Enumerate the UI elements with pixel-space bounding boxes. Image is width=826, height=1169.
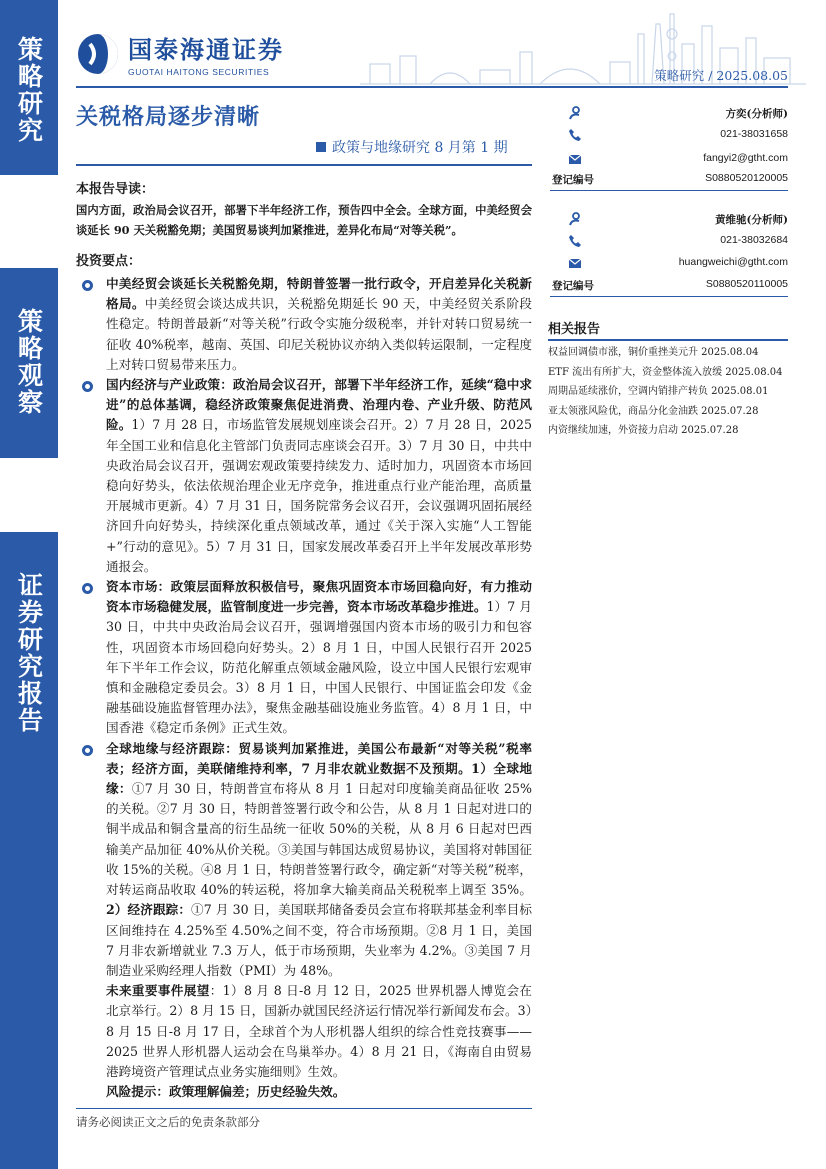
guide-text: 国内方面，政治局会议召开，部署下半年经济工作，预告四中全会。全球方面，中美经贸会谈延长 90 天关税豁免期；美国贸易谈判加紧推进，差异化布局“对等关税”。: [76, 203, 532, 237]
registration-label: 登记编号: [552, 174, 594, 186]
risk-text: 风险提示：政策理解偏差；历史经验失效。: [106, 1084, 346, 1100]
point-text: 中美经贸会谈达成共识，关税豁免期延长 90 天，中美经贸关系阶段性稳定。特朗普最新“对等关税”行政令实施分级税率，并针对转口贸易统一征收 40%税率，越南、英国、印尼关税协议亦纳入类似转运限制，一定程度上对转口贸易带来压力。: [106, 296, 532, 372]
header-meta: 策略研究 / 2025.08.05: [654, 68, 788, 83]
guide-heading: 本报告导读：: [76, 182, 155, 197]
footer-divider: [76, 1108, 532, 1109]
list-item: [76, 274, 532, 375]
upcoming-text: ：1）8 月 8 日-8 月 12 日，2025 世界机器人博览会在北京举行。2）8 月 15 日，国新办就国民经济运行情况举行新闻发布会。3）8 月 15 日-8 月 17 日，全球首个为人形机器人组织的综合性竞技赛事——2025 世界人形机器人运动会在鸟巢举办。4）8 月 21 日，《海南自由贸易港跨境资产管理试点业务实施细则》生效。: [106, 983, 533, 1079]
side-band-label: 证券研究报告: [14, 572, 44, 734]
analyst-name: 方奕(分析师): [725, 108, 788, 120]
report-category: 策略研究: [654, 68, 705, 83]
analyst-person-icon: [568, 212, 582, 226]
analyst-person-icon: [568, 106, 582, 120]
investment-points: [76, 274, 532, 1102]
title-divider: [76, 164, 532, 166]
point-bold-2: 2）经济跟踪：: [106, 902, 192, 918]
company-name-en: GUOTAI HAITONG SECURITIES: [128, 67, 270, 77]
analyst-email[interactable]: huangweichi@gtht.com: [678, 256, 788, 268]
report-subtitle-text: 政策与地缘研究 8 月第 1 期: [332, 140, 508, 156]
list-item: [76, 577, 532, 739]
report-subtitle: [316, 137, 508, 157]
email-icon: [568, 152, 582, 166]
square-bullet-icon: [316, 142, 326, 152]
disclaimer-note: 请务必阅读正文之后的免责条款部分: [76, 1115, 260, 1129]
analyst-phone: 021-38032684: [720, 234, 788, 246]
point-bold: 全球地缘与经济跟踪：贸易谈判加紧推进，美国公布最新“对等关税”税率表；经济方面，美联储维持利率，7 月非农就业数据不及预期。1）全球地缘：: [106, 740, 532, 797]
ring-bullet-icon: [82, 381, 93, 392]
related-reports-divider: [548, 339, 788, 341]
side-band-strategy-observation: [0, 268, 58, 458]
points-heading: 投资要点：: [76, 254, 142, 269]
registration-number: S0880520110005: [705, 278, 788, 290]
analyst-divider: [550, 190, 788, 191]
related-report-link[interactable]: 内资继续加速，外资接力启动 2025.07.28: [548, 425, 739, 436]
ring-bullet-icon: [82, 583, 93, 594]
side-band-label: 策略观察: [14, 308, 44, 416]
related-report-link[interactable]: ETF 流出有所扩大，资金整体流入放缓 2025.08.04: [548, 366, 783, 378]
ring-bullet-icon: [82, 280, 93, 291]
registration-number: S0880520120005: [705, 172, 788, 184]
report-title: 关税格局逐步清晰: [76, 105, 261, 130]
header-divider: [76, 86, 788, 88]
point-text: ①7 月 30 日，特朗普宣布将从 8 月 1 日起对印度输美商品征收 25%的关税。②7 月 30 日，特朗普签署行政令和公告，从 8 月 1 日起对进口的铜半成品和铜含量高的衍生品统一征收 50%的关税，从 8 月 6 日起对巴西输美产品加征 40%从价关税。③美国与韩国达成贸易协议，美国将对韩国征收 15%的关税。④8 月 1 日，特朗普签署行政令，确定新“对等关税”税率，对转运商品收取 40%的转运税，将加拿大输美商品关税税率上调至 35%。: [106, 781, 532, 898]
list-item: [76, 739, 532, 981]
analyst-divider: [550, 296, 788, 297]
point-bold: 国内经济与产业政策：政治局会议召开，部署下半年经济工作，延续“稳中求进”的总体基调，稳经济政策聚焦促进消费、治理内卷、产业升级、防范风险。: [106, 377, 532, 433]
point-text-2: ①7 月 30 日，美国联邦储备委员会宣布将联邦基金利率目标区间维持在 4.25%至 4.50%之间不变，符合市场预期。②8 月 1 日，美国 7 月非农新增就业 7.3 万人，低于市场预期，失业率为 4.2%。③美国 7 月制造业采购经理人指数（PMI）为 48%。: [106, 902, 532, 978]
related-report-link[interactable]: 周期品延续涨价，空调内销排产转负 2025.08.01: [548, 386, 769, 397]
email-icon: [568, 256, 582, 270]
analyst-name: 黄维驰(分析师): [715, 214, 788, 226]
side-band-label: 策略研究: [14, 36, 44, 144]
side-band-securities-report: [0, 532, 58, 1169]
related-reports-heading: 相关报告: [548, 322, 601, 337]
company-logo: [76, 30, 284, 77]
ring-bullet-icon: [82, 745, 93, 756]
analyst-phone: 021-38031658: [720, 128, 788, 140]
point-bold: 资本市场：政策层面释放积极信号，聚焦巩固资本市场回稳向好，有力推动资本市场稳健发展，监管制度进一步完善，资本市场改革稳步推进。: [106, 579, 532, 615]
phone-icon: [568, 234, 582, 248]
company-logo-icon: [76, 32, 120, 76]
side-band-strategy-research: [0, 0, 58, 175]
list-item: [76, 375, 532, 577]
related-reports-list: [548, 343, 793, 441]
point-text: 1）7 月 30 日，中共中央政治局会议召开，强调增强国内资本市场的吸引力和包容性，巩固资本市场回稳向好势头。2）8 月 1 日，中国人民银行召开 2025 年下半年工作会议，防范化解重点领域金融风险，设立中国人民银行宏观审慎和金融稳定委员会。3）8 月 1 日，中国人民银行、中国证监会印发《金融基础设施监督管理办法》，聚焦金融基础设施业务监管。4）8 月 1 日，中国香港《稳定币条例》正式生效。: [106, 599, 533, 736]
report-date: 2025.08.05: [716, 68, 788, 83]
analyst-email[interactable]: fangyi2@gtht.com: [703, 152, 788, 164]
risk-warning: [76, 1082, 532, 1102]
upcoming-events: [76, 981, 532, 1082]
upcoming-heading: 未来重要事件展望: [106, 983, 210, 999]
related-report-link[interactable]: 权益回调债市涨，铜价重挫美元升 2025.08.04: [548, 347, 759, 358]
registration-label: 登记编号: [552, 280, 594, 292]
point-bold: 中美经贸会谈延长关税豁免期，特朗普签署一批行政令，开启差异化关税新格局。: [106, 276, 532, 312]
related-report-link[interactable]: 亚太领涨风险优，商品分化金油跌 2025.07.28: [548, 405, 759, 417]
phone-icon: [568, 128, 582, 142]
company-name-cn: 国泰海通证券: [128, 36, 284, 64]
point-text: 1）7 月 28 日，市场监管发展规划座谈会召开。2）7 月 28 日，2025 年全国工业和信息化主管部门负责同志座谈会召开。3）7 月 30 日，中共中央政治局会议召开，强调宏观政策要持续发力、适时加力，巩固资本市场回稳向好势头，依法依规治理企业无序竞争，推进重点行业产能治理，高质量开展城市更新。4）7 月 31 日，国务院常务会议召开，会议强调巩固拓展经济回升向好势头，持续深化重点领域改革，通过《关于深入实施“人工智能+”行动的意见》。5）7 月 31 日，国家发展改革委召开上半年发展改革形势通报会。: [106, 417, 533, 574]
